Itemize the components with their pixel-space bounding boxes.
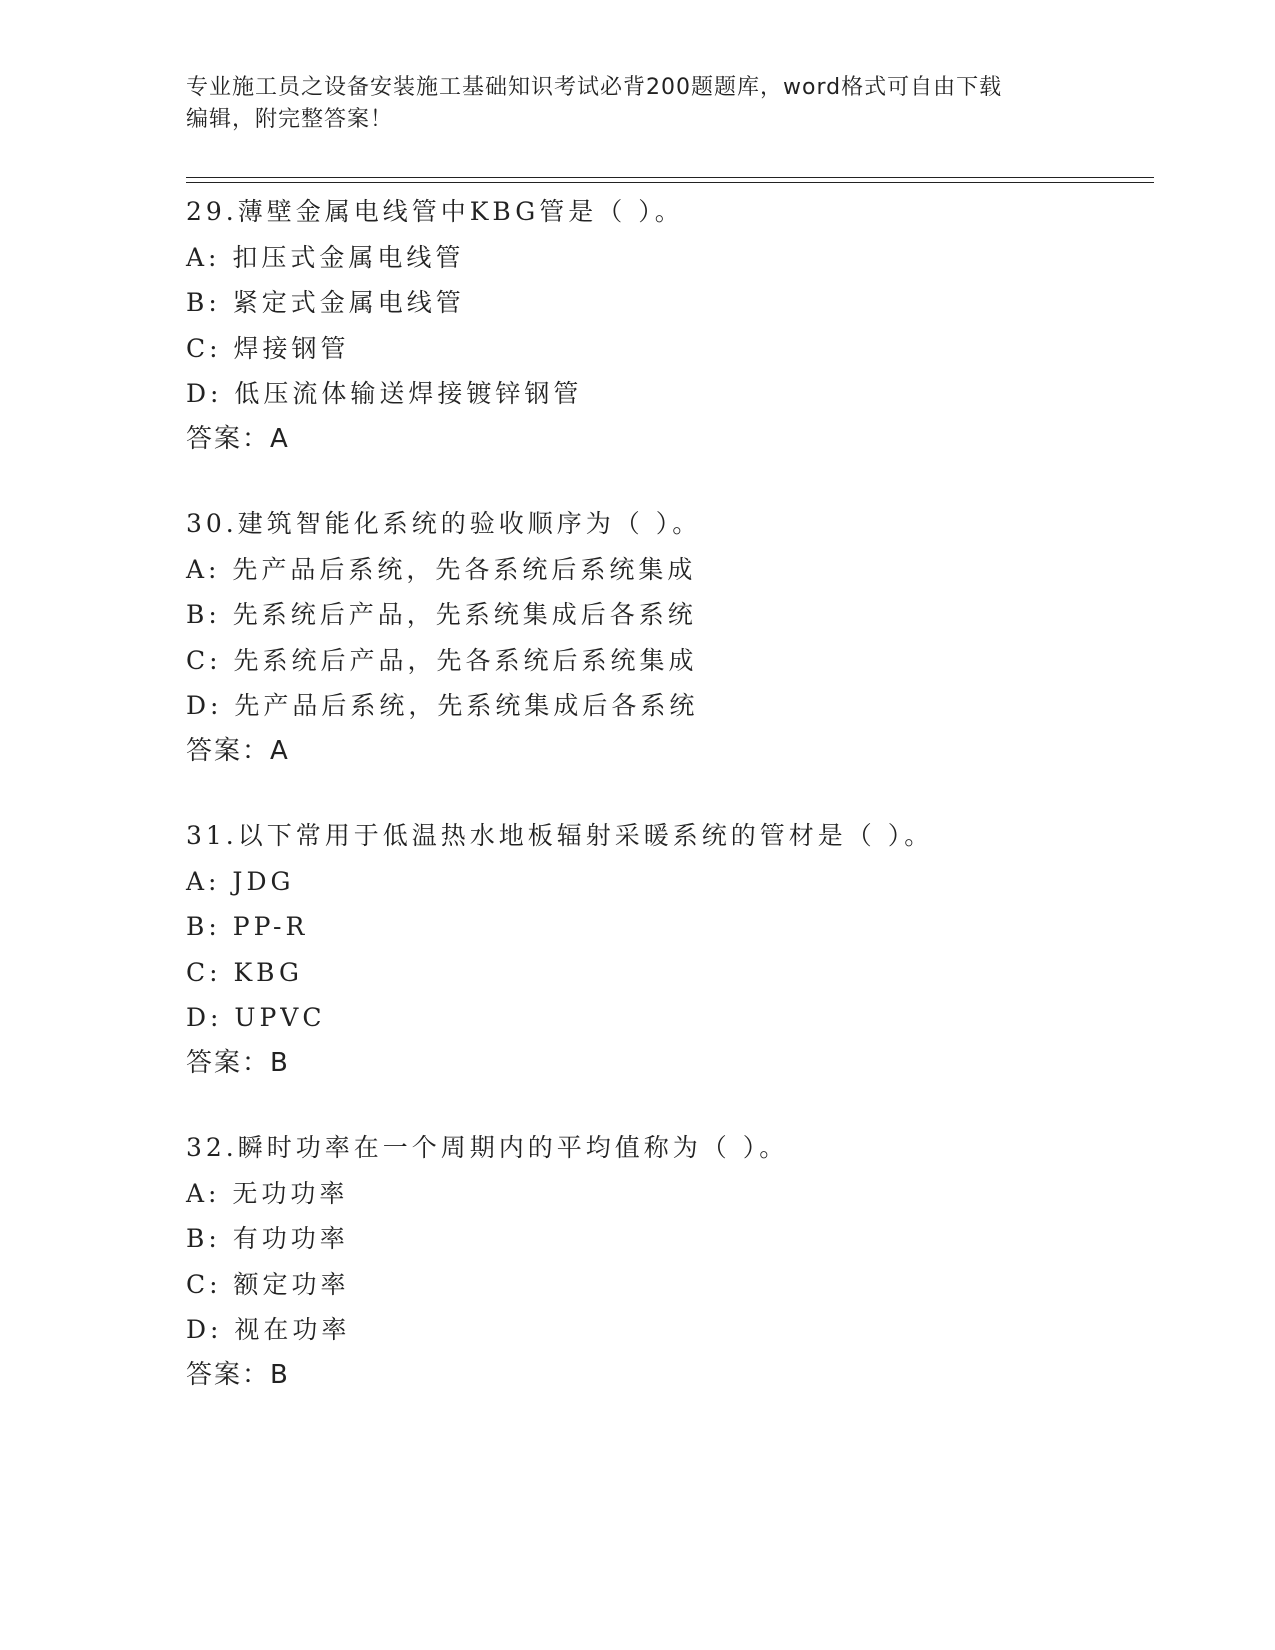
option-a: A: 无功功率	[186, 1178, 349, 1208]
question-30	[186, 501, 1146, 774]
option-c: C: 额定功率	[186, 1269, 350, 1299]
question-list	[186, 189, 1146, 1437]
option-d: D: 先产品后系统，先系统集成后各系统	[186, 691, 699, 720]
option-d: D: 视在功率	[186, 1315, 351, 1344]
option-d: D: 低压流体输送焊接镀锌钢管	[186, 379, 583, 408]
header-divider-bottom	[186, 182, 1154, 183]
question-stem: 31.以下常用于低温热水地板辐射采暖系统的管材是（ ）。	[186, 821, 934, 850]
option-b: B: 紧定式金属电线管	[186, 288, 465, 317]
option-c: C: KBG	[186, 957, 303, 987]
question-29	[186, 189, 1146, 462]
question-stem: 29.薄壁金属电线管中KBG管是（ ）。	[186, 197, 684, 226]
question-32	[186, 1125, 1146, 1398]
answer-line: 答案：B	[186, 1359, 290, 1390]
option-c: C: 先系统后产品，先各系统后系统集成	[186, 645, 698, 675]
question-31	[186, 813, 1146, 1086]
question-stem: 32.瞬时功率在一个周期内的平均值称为（ ）。	[186, 1133, 789, 1162]
header-line-2: 编辑，附完整答案！	[186, 107, 394, 132]
option-a: A: JDG	[186, 866, 295, 896]
header-divider-top	[186, 177, 1154, 178]
answer-line: 答案：B	[186, 1047, 290, 1078]
header-line-1: 专业施工员之设备安装施工基础知识考试必背200题题库，word格式可自由下载	[186, 75, 1003, 100]
option-b: B: 先系统后产品，先系统集成后各系统	[186, 600, 697, 629]
option-a: A: 先产品后系统，先各系统后系统集成	[186, 554, 697, 584]
option-b: B: 有功功率	[186, 1224, 349, 1253]
answer-line: 答案：A	[186, 735, 290, 766]
option-a: A: 扣压式金属电线管	[186, 242, 465, 272]
document-header	[186, 72, 1086, 136]
option-c: C: 焊接钢管	[186, 333, 350, 363]
question-stem: 30.建筑智能化系统的验收顺序为（ ）。	[186, 509, 702, 538]
answer-line: 答案：A	[186, 423, 290, 454]
option-d: D: UPVC	[186, 1003, 326, 1032]
option-b: B: PP-R	[186, 912, 309, 941]
